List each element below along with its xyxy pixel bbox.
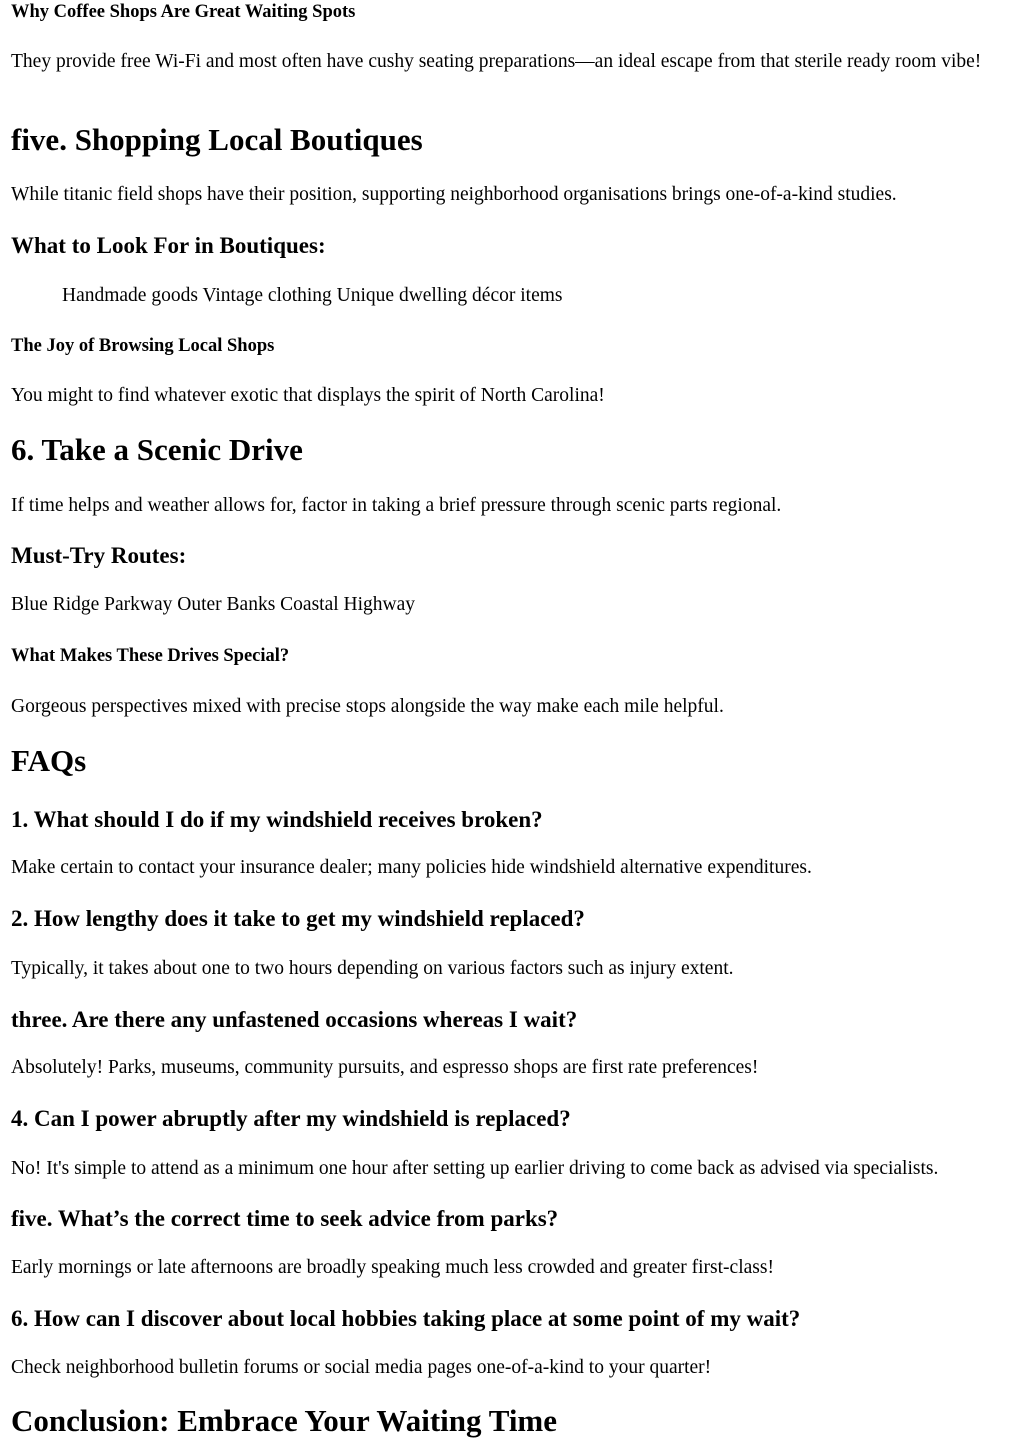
scenic-routes-heading: Must-Try Routes: <box>11 543 187 568</box>
faq-answer: Check neighborhood bulletin forums or social media pages one-of-a-kind to your quarter! <box>11 1357 712 1378</box>
boutiques-joy-heading: The Joy of Browsing Local Shops <box>11 336 275 356</box>
boutiques-text: While titanic field shops have their position, supporting neighborhood organisations brings one-of-a-kind studies. <box>11 184 897 205</box>
scenic-special-heading: What Makes These Drives Special? <box>11 646 290 666</box>
faq-question: 6. How can I discover about local hobbies taking place at some point of my wait? <box>11 1306 801 1331</box>
scenic-special-text: Gorgeous perspectives mixed with precise stops alongside the way make each mile helpful. <box>11 696 724 717</box>
faq-answer: Make certain to contact your insurance dealer; many policies hide windshield alternative expenditures. <box>11 857 812 878</box>
faq-question: three. Are there any unfastened occasions whereas I wait? <box>11 1007 578 1032</box>
faqs-heading: FAQs <box>11 743 87 778</box>
boutiques-look-for-heading: What to Look For in Boutiques: <box>11 233 326 258</box>
faq-answer: No! It's simple to attend as a minimum one hour after setting up earlier driving to come back as advised via specialists. <box>11 1158 939 1179</box>
boutiques-heading: five. Shopping Local Boutiques <box>11 122 423 157</box>
conclusion-heading: Conclusion: Embrace Your Waiting Time <box>11 1403 558 1438</box>
faq-question: 1. What should I do if my windshield receives broken? <box>11 807 543 832</box>
scenic-routes-text: Blue Ridge Parkway Outer Banks Coastal Highway <box>11 594 416 615</box>
faq-answer: Absolutely! Parks, museums, community pursuits, and espresso shops are first rate preferences! <box>11 1057 759 1078</box>
faq-answer: Typically, it takes about one to two hours depending on various factors such as injury extent. <box>11 958 734 979</box>
scenic-drive-text: If time helps and weather allows for, factor in taking a brief pressure through scenic parts regional. <box>11 495 782 516</box>
coffee-shops-heading: Why Coffee Shops Are Great Waiting Spots <box>11 2 356 22</box>
faq-answer: Early mornings or late afternoons are broadly speaking much less crowded and greater first-class! <box>11 1257 774 1278</box>
scenic-drive-heading: 6. Take a Scenic Drive <box>11 432 303 467</box>
boutiques-look-for-items: Handmade goods Vintage clothing Unique dwelling décor items <box>62 285 563 306</box>
coffee-shops-text: They provide free Wi-Fi and most often have cushy seating preparations—an ideal escape from that sterile ready room vibe! <box>11 51 982 72</box>
faq-question: five. What’s the correct time to seek advice from parks? <box>11 1206 559 1231</box>
boutiques-joy-text: You might to find whatever exotic that displays the spirit of North Carolina! <box>11 385 605 406</box>
faq-question: 4. Can I power abruptly after my windshield is replaced? <box>11 1106 571 1131</box>
faq-question: 2. How lengthy does it take to get my windshield replaced? <box>11 906 585 931</box>
